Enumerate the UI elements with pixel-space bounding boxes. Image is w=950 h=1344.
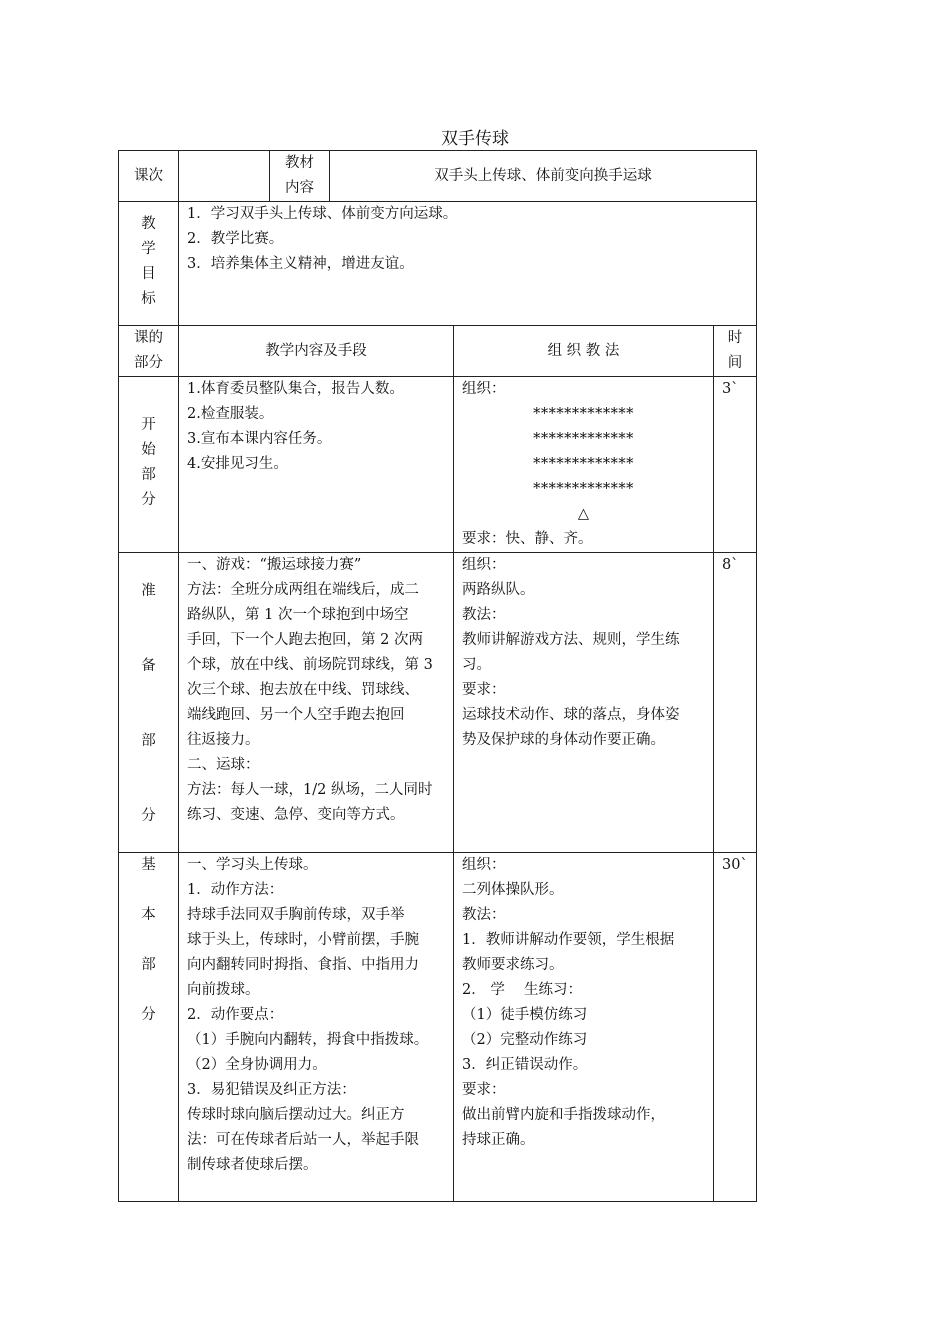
lesson-plan-table <box>118 150 757 1202</box>
formation-row: ************* <box>533 456 634 472</box>
objective-item: 2．教学比赛。 <box>187 231 284 247</box>
objective-item: 1．学习双手头上传球、体前变方向运球。 <box>187 206 458 222</box>
page-title: 双手传球 <box>441 129 509 149</box>
material-value: 双手头上传球、体前变向换手运球 <box>330 151 757 202</box>
prep-section-content: 一、游戏：“搬运球接力赛” 方法：全班分成两组在端线后，成二 路纵队，第 1 次一个球抱到中场空 手回，下一个人跑去抱回，第 2 次两 个球，放在中线、前场院罚球线，第 3 次三个球、抱去放在中线、罚球线、 端线跑回、另一个人空手跑去抱回 往返接力。 二、运球： 方法：每人一球，1/2 纵场，二人同时 练习、变速、急停、变向等方式。 <box>179 553 454 853</box>
objectives-label: 教 学 目 标 <box>119 202 179 326</box>
basic-section-content: 一、学习头上传球。 1．动作方法： 持球手法同双手胸前传球，双手举 球于头上，传球时，小臂前摆，手腕 向内翻转同时拇指、食指、中指用力 向前拨球。 2．动作要点： （1）手腕向内翻转，拇食中指拨球。 （2）全身协调用力。 3．易犯错误及纠正方法： 传球时球向脑后摆动过大。纠正方 法：可在传球者后站一人，举起手限 制传球者使球后摆。 <box>179 853 454 1202</box>
basic-section-method: 组织： 二列体操队形。 教法： 1．教师讲解动作要领，学生根据 教师要求练习。 2． 学 生练习： （1）徒手模仿练习 （2）完整动作练习 3．纠正错误动作。 要求： 做出前臂内旋和手指拨球动作， 持球正确。 <box>454 853 714 1202</box>
lesson-no-label: 课次 <box>119 151 179 202</box>
start-section-time: 3` <box>714 377 757 553</box>
header-row <box>119 151 757 202</box>
col-part-header: 课的 部分 <box>119 326 179 377</box>
teacher-triangle-icon: △ <box>577 506 590 522</box>
col-content-header: 教学内容及手段 <box>179 326 454 377</box>
objectives-list <box>179 202 757 326</box>
start-section-method: 组织： ************* ************* ************* ************* △ 要求：快、静、齐。 <box>454 377 714 553</box>
prep-section-method: 组织： 两路纵队。 教法： 教师讲解游戏方法、规则，学生练 习。 要求： 运球技术动作、球的落点，身体姿 势及保护球的身体动作要正确。 <box>454 553 714 853</box>
start-section-content: 1.体育委员整队集合，报告人数。 2.检查服装。 3.宣布本课内容任务。 4.安排见习生。 <box>179 377 454 553</box>
formation-row: ************* <box>533 481 634 497</box>
basic-section-time: 30` <box>714 853 757 1202</box>
material-label: 教材 内容 <box>270 151 330 202</box>
prep-section-row <box>119 553 757 853</box>
objective-item: 3．培养集体主义精神，增进友谊。 <box>187 256 414 272</box>
col-time-header: 时 间 <box>714 326 757 377</box>
column-header-row <box>119 326 757 377</box>
formation-row: ************* <box>533 406 634 422</box>
prep-section-label: 准 备 部 分 <box>119 553 179 853</box>
col-method-header: 组 织 教 法 <box>454 326 714 377</box>
start-section-row <box>119 377 757 553</box>
objectives-row <box>119 202 757 326</box>
basic-section-label: 基 本 部 分 <box>119 853 179 1202</box>
start-section-label: 开 始 部 分 <box>119 377 179 553</box>
basic-section-row <box>119 853 757 1202</box>
formation-row: ************* <box>533 431 634 447</box>
lesson-no-value <box>179 151 270 202</box>
prep-section-time: 8` <box>714 553 757 853</box>
